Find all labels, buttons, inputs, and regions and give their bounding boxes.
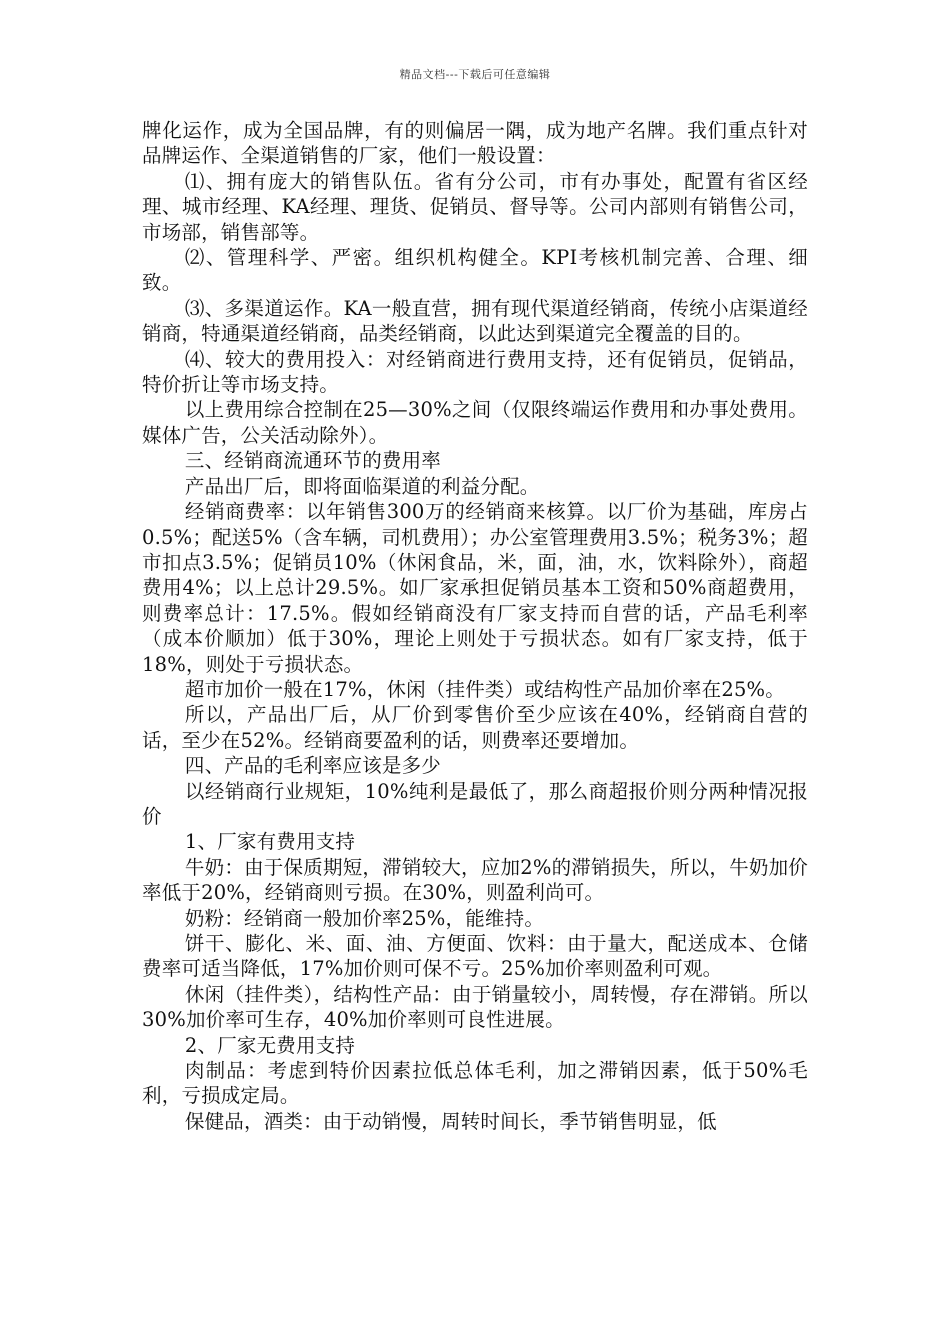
paragraph-milk-powder: 奶粉：经销商一般加价率25%，能维持。 [184, 906, 545, 930]
paragraph-distribution: 产品出厂后，即将面临渠道的利益分配。 [184, 474, 540, 498]
document-body [142, 118, 808, 1134]
paragraph-supermarket-markup: 超市加价一般在17%，休闲（挂件类）或结构性产品加价率在25%。 [184, 677, 785, 701]
paragraph-cost-control: 以上费用综合控制在25—30%之间（仅限终端运作费用和办事处费用。媒体广告，公关活动除外）。 [142, 398, 808, 447]
section-heading-4: 四、产品的毛利率应该是多少 [184, 754, 441, 778]
section-heading-3: 三、经销商流通环节的费用率 [184, 449, 441, 473]
page-header-watermark: 精品文档---下载后可任意编辑 [399, 68, 551, 81]
paragraph-dealer-rate: 经销商费率：以年销售300万的经销商来核算。以厂价为基础，库房占0.5%；配送5%（含车辆，司机费用）；办公室管理费用3.5%；税务3%；超市扣点3.5%；促销员10%（休闲食品，米，面，油，水，饮料除外），商超费用4%；以上总计29.5%。如厂家承担促销员基本工资和50%商超费用，则费率总计：17.5%。假如经销商没有厂家支持而自营的话，产品毛利率（成本价顺加）低于30%，理论上则处于亏损状态。如有厂家支持，低于18%，则处于亏损状态。 [142, 500, 808, 676]
paragraph-health-liquor: 保健品，酒类：由于动销慢，周转时间长，季节销售明显，低 [184, 1109, 717, 1133]
paragraph-item-3: ⑶、多渠道运作。KA一般直营，拥有现代渠道经销商，传统小店渠道经销商，特通渠道经销商，品类经销商，以此达到渠道完全覆盖的目的。 [142, 296, 808, 346]
paragraph-conclusion: 所以，产品出厂后，从厂价到零售价至少应该在40%，经销商自营的话，至少在52%。经销商要盈利的话，则费率还要增加。 [142, 703, 808, 752]
paragraph-meat: 肉制品：考虑到特价因素拉低总体毛利，加之滞销因素，低于50%毛利，亏损成定局。 [142, 1059, 808, 1108]
paragraph-intro: 牌化运作，成为全国品牌，有的则偏居一隅，成为地产名牌。我们重点针对品牌运作、全渠道销售的厂家，他们一般设置： [142, 119, 808, 168]
paragraph-biscuits: 饼干、膨化、米、面、油、方便面、饮料：由于量大，配送成本、仓储费率可适当降低，17%加价则可保不亏。25%加价率则盈利可观。 [142, 932, 808, 981]
paragraph-milk: 牛奶：由于保质期短，滞销较大，应加2%的滞销损失，所以，牛奶加价率低于20%，经销商则亏损。在30%，则盈利尚可。 [142, 855, 808, 905]
paragraph-snacks: 休闲（挂件类），结构性产品：由于销量较小，周转慢，存在滞销。所以30%加价率可生存，40%加价率则可良性进展。 [142, 982, 808, 1032]
subheading-without-support: 2、厂家无费用支持 [184, 1033, 356, 1057]
paragraph-profit-rule: 以经销商行业规矩，10%纯利是最低了，那么商超报价则分两种情况报价 [142, 779, 808, 828]
paragraph-item-1: ⑴、拥有庞大的销售队伍。省有分公司，市有办事处，配置有省区经理、城市经理、KA经理、理货、促销员、督导等。公司内部则有销售公司，市场部，销售部等。 [142, 169, 808, 244]
paragraph-item-4: ⑷、较大的费用投入：对经销商进行费用支持，还有促销员，促销品，特价折让等市场支持。 [142, 347, 808, 397]
paragraph-item-2: ⑵、管理科学、严密。组织机构健全。KPI考核机制完善、合理、细致。 [142, 246, 808, 295]
subheading-with-support: 1、厂家有费用支持 [184, 830, 356, 854]
